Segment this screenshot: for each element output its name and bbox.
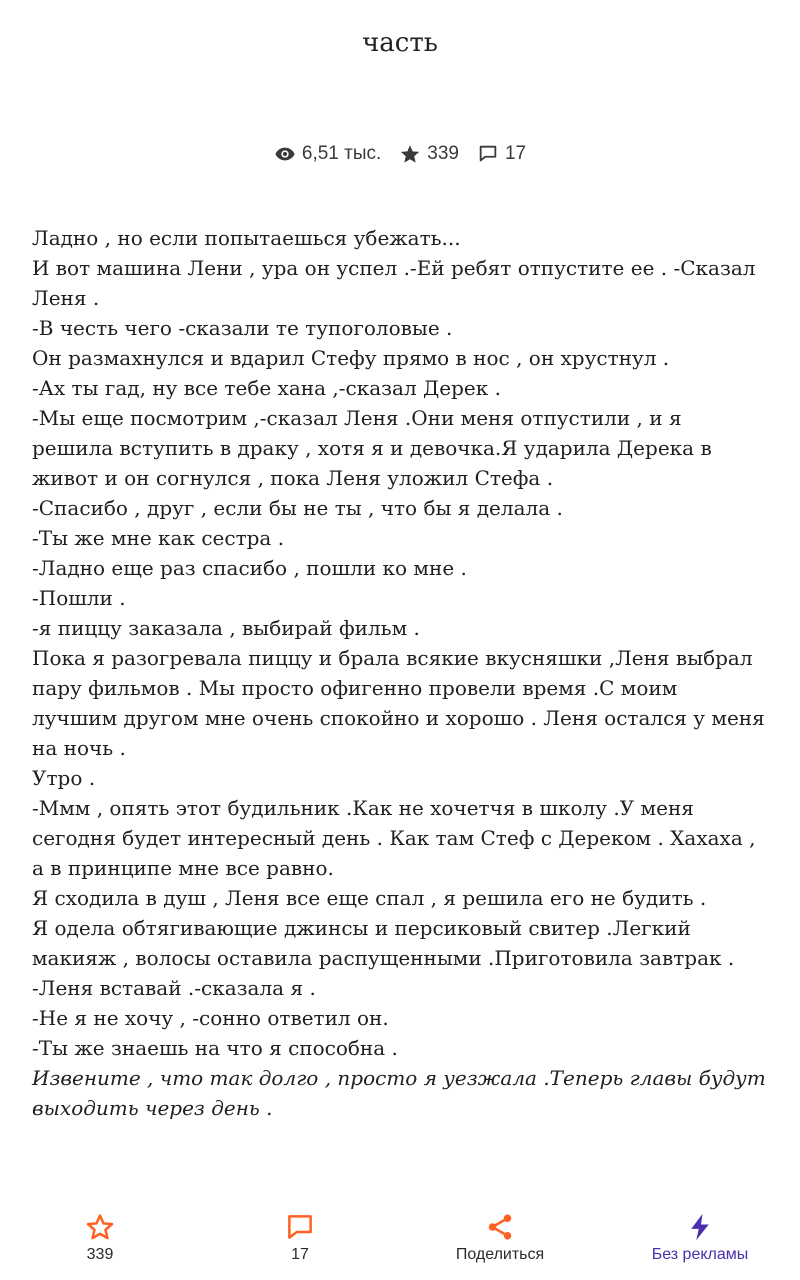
share-icon xyxy=(485,1212,515,1242)
story-paragraph: -Ладно еще раз спасибо , пошли ко мне . xyxy=(32,556,467,580)
vote-count-label: 339 xyxy=(86,1246,114,1263)
story-paragraph: -Леня вставай .-сказала я . xyxy=(32,976,316,1000)
comment-outline-icon xyxy=(285,1212,315,1242)
votes-count: 339 xyxy=(427,143,459,164)
no-ads-label: Без рекламы xyxy=(651,1246,749,1263)
story-paragraph: -я пиццу заказала , выбирай фильм . xyxy=(32,616,420,640)
star-icon xyxy=(399,143,421,165)
story-paragraph: Утро . xyxy=(32,766,96,790)
lightning-icon xyxy=(685,1212,715,1242)
story-paragraph: Я одела обтягивающие джинсы и персиковый свитер .Легкий макияж , волосы оставила распущенными .Приготовила завтрак . xyxy=(32,916,735,970)
story-paragraph: Пока я разогревала пиццу и брала всякие вкусняшки ,Леня выбрал пару фильмов . Мы просто офигенно провели время .С моим лучшим другом мне очень спокойно и хорошо . Леня остался у меня на ночь . xyxy=(32,646,765,760)
story-paragraph: -Ты же мне как сестра . xyxy=(32,526,285,550)
story-paragraph: И вот машина Лени , ура он успел .-Ей ребят отпустите ее . -Сказал Леня . xyxy=(32,256,756,310)
story-paragraph: Ладно , но если попытаешься убежать... xyxy=(32,226,461,250)
story-paragraph: -Ммм , опять этот будильник .Как не хочетчя в школу .У меня сегодня будет интересный день . Как там Стеф с Дереком . Хахаха , а в принципе мне все равно. xyxy=(32,796,756,880)
story-paragraph: -Спасибо , друг , если бы не ты , что бы я делала . xyxy=(32,496,563,520)
story-paragraph: -Не я не хочу , -сонно ответил он. xyxy=(32,1006,389,1030)
eye-icon xyxy=(274,143,296,165)
share-label: Поделиться xyxy=(455,1246,545,1263)
no-ads-button[interactable] xyxy=(600,1200,800,1280)
views-count: 6,51 тыс. xyxy=(301,143,382,164)
author-note: Извените , что так долго , просто я уезжала .Теперь главы будут выходить через день . xyxy=(32,1066,766,1120)
vote-button[interactable] xyxy=(0,1200,200,1280)
story-paragraph: -Ты же знаешь на что я способна . xyxy=(32,1036,398,1060)
comments-stat xyxy=(477,143,526,165)
chapter-stats xyxy=(0,143,800,165)
comments-count: 17 xyxy=(504,143,527,164)
share-button[interactable] xyxy=(400,1200,600,1280)
story-paragraph: Он размахнулся и вдарил Стефу прямо в нос , он хрустнул . xyxy=(32,346,670,370)
comment-count-label: 17 xyxy=(291,1246,309,1263)
bottom-action-bar xyxy=(0,1200,800,1280)
chapter-title: часть xyxy=(362,28,438,58)
votes-stat xyxy=(399,143,459,165)
views-stat xyxy=(274,143,381,165)
story-paragraph: -Ах ты гад, ну все тебе хана ,-сказал Дерек . xyxy=(32,376,501,400)
star-outline-icon xyxy=(85,1212,115,1242)
comments-button[interactable] xyxy=(200,1200,400,1280)
story-paragraph: -В честь чего -сказали те тупоголовые . xyxy=(32,316,453,340)
story-text xyxy=(32,223,768,1123)
story-paragraph: -Мы еще посмотрим ,-сказал Леня .Они меня отпустили , и я решила вступить в драку , хотя я и девочка.Я ударила Дерека в живот и он согнулся , пока Леня уложил Стефа . xyxy=(32,406,712,490)
story-paragraph: -Пошли . xyxy=(32,586,126,610)
story-paragraph: Я сходила в душ , Леня все еще спал , я решила его не будить . xyxy=(32,886,707,910)
comment-icon xyxy=(477,143,499,165)
